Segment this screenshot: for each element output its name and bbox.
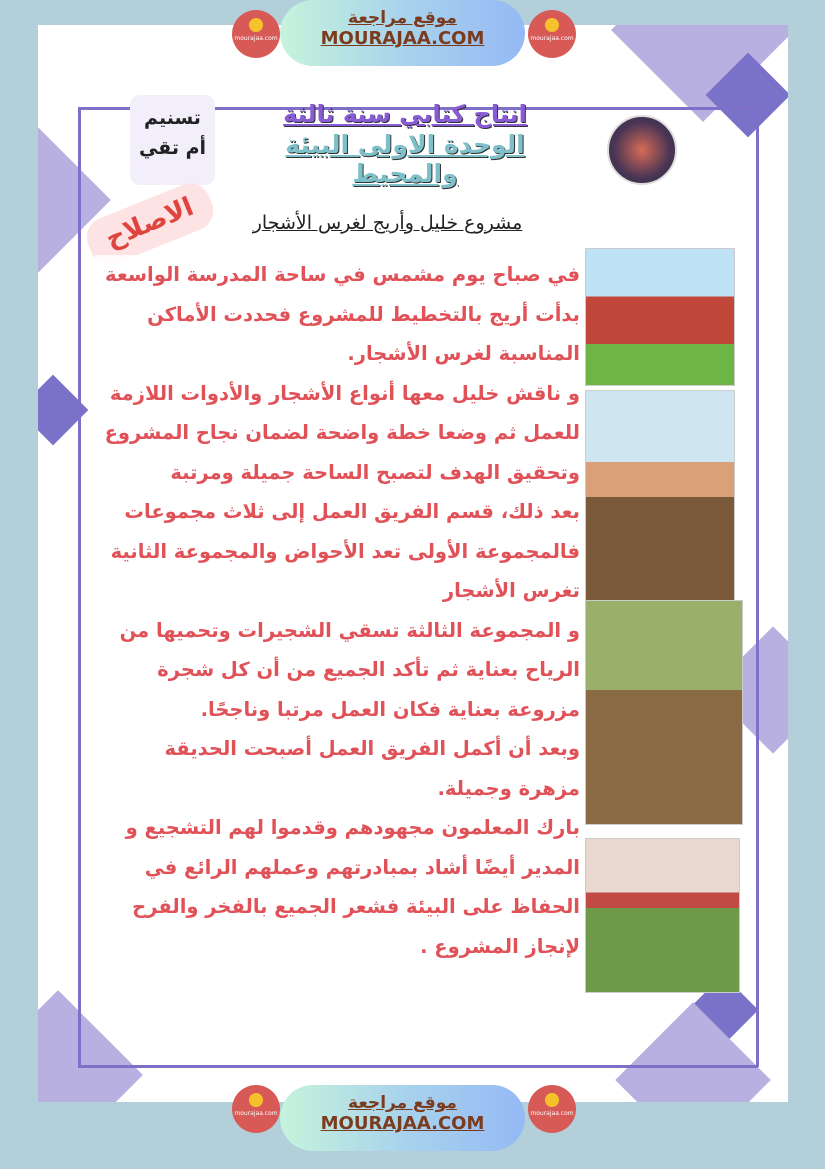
page-title: انتاج كتابي سنة ثالثة: [283, 100, 527, 128]
badge-text: mourajaa.com: [530, 35, 574, 42]
frame-right: [756, 107, 759, 1067]
story-line: مزروعة بعناية فكان العمل مرتبا وناجحًا.: [200, 697, 580, 721]
story-line: تغرس الأشجار: [442, 579, 580, 602]
banner-url[interactable]: MOURAJAA.COM: [320, 1113, 485, 1134]
story-line: لإنجاز المشروع .: [420, 934, 580, 958]
site-logo-badge: [528, 1085, 576, 1133]
banner-url[interactable]: MOURAJAA.COM: [320, 28, 485, 49]
correction-label: الاصلاح: [81, 177, 220, 270]
banner-arabic: موقع مراجعة: [348, 8, 457, 28]
banner-arabic: موقع مراجعة: [348, 1093, 457, 1113]
garden-illustration: [585, 838, 740, 993]
story-text: [95, 255, 580, 966]
author-avatar: [607, 115, 677, 185]
badge-text: mourajaa.com: [530, 1110, 574, 1117]
story-line: و المجموعة الثالثة تسقي الشجيرات وتحميها من: [119, 618, 580, 642]
frame-left: [78, 107, 81, 1067]
unit-title: الوحدة الاولى البيئة والمحيط: [285, 130, 525, 188]
story-line: بدأت أريج بالتخطيط للمشروع فحددت الأماكن: [147, 302, 580, 326]
story-line: وبعد أن أكمل الفريق العمل أصبحت الحديقة: [164, 737, 580, 760]
story-line: الرياح بعناية ثم تأكد الجميع من أن كل شجرة: [157, 658, 580, 681]
site-logo-badge: [528, 10, 576, 58]
story-line: مزهرة وجميلة.: [437, 776, 580, 800]
story-line: في صباح يوم مشمس في ساحة المدرسة الواسعة: [105, 263, 580, 286]
site-banner-top[interactable]: [280, 0, 525, 66]
story-line: وتحقيق الهدف لتصبح الساحة جميلة ومرتبة: [170, 460, 580, 484]
subject-title: مشروع خليل وأريج لغرس الأشجار: [252, 212, 523, 234]
story-line: و ناقش خليل معها أنواع الأشجار والأدوات اللازمة: [109, 381, 580, 405]
decor-shape: [38, 990, 143, 1102]
story-line: فالمجموعة الأولى تعد الأحواض والمجموعة الثانية: [110, 539, 580, 563]
school-illustration: [585, 248, 735, 386]
story-line: المدير أيضًا أشاد بمبادرتهم وعملهم الرائع في: [144, 855, 580, 879]
header-titles: [230, 100, 580, 188]
book-icon: [249, 18, 263, 32]
story-line: المناسبة لغرس الأشجار.: [347, 342, 580, 365]
badge-text: mourajaa.com: [234, 1110, 278, 1117]
planting-illustration: [585, 390, 735, 628]
watering-illustration: [585, 600, 743, 825]
book-icon: [545, 18, 559, 32]
story-line: الحفاظ على البيئة فشعر الجميع بالفخر والفرح: [132, 895, 580, 918]
author-name: تسنيم: [144, 107, 201, 129]
badge-text: mourajaa.com: [234, 35, 278, 42]
story-line: بارك المعلمون مجهودهم وقدموا لهم التشجيع و: [125, 816, 580, 839]
site-logo-badge: [232, 1085, 280, 1133]
story-line: للعمل ثم وضعا خطة واضحة لضمان نجاح المشروع: [104, 421, 580, 444]
author-nickname: أم تقي: [138, 137, 207, 159]
author-box: [130, 95, 215, 185]
book-icon: [545, 1093, 559, 1107]
site-banner-bottom[interactable]: [280, 1085, 525, 1151]
site-logo-badge: [232, 10, 280, 58]
story-line: بعد ذلك، قسم الفريق العمل إلى ثلاث مجموعات: [124, 500, 580, 523]
book-icon: [249, 1093, 263, 1107]
frame-bottom: [78, 1065, 758, 1068]
